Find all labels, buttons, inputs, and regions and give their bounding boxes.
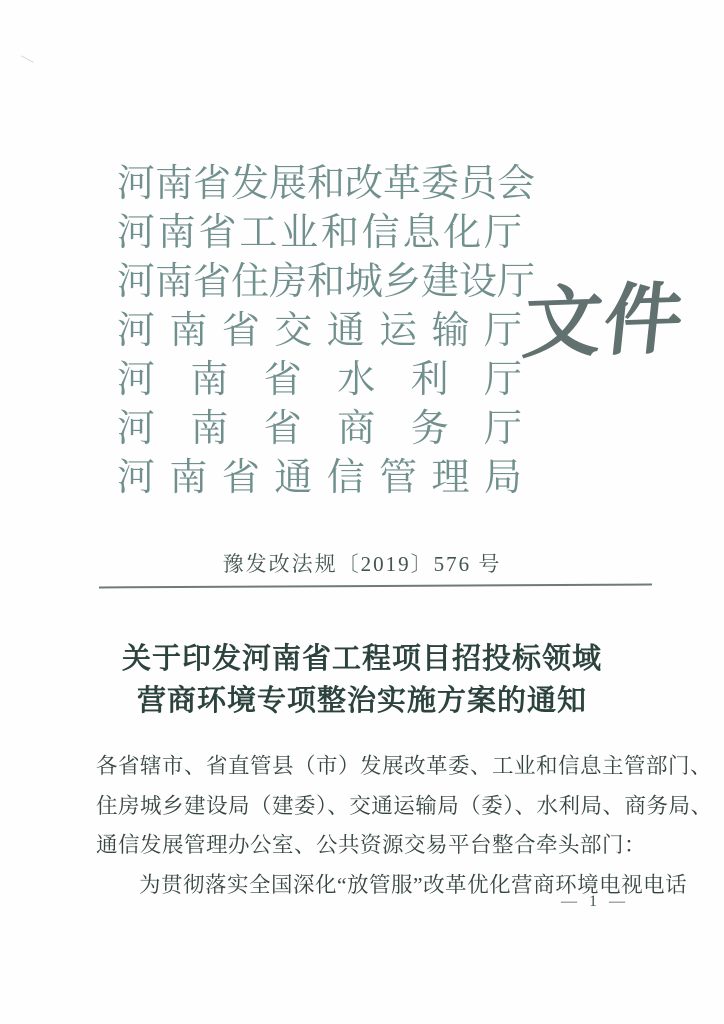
issuing-agencies-masthead bbox=[117, 160, 536, 503]
agency-name-development-reform: 河南省发展和改革委员会 bbox=[117, 163, 536, 205]
document-reference-number: 豫发改法规〔2019〕576 号 bbox=[222, 552, 502, 576]
agency-name-commerce: 河南省商务厅 bbox=[117, 408, 522, 450]
body-paragraph-line1: 为贯彻落实全国深化“放管服”改革优化营商环境电视电话 bbox=[139, 872, 688, 897]
agency-name-industry-information: 河南省工业和信息化厅 bbox=[117, 212, 522, 254]
page-number: — 1 — bbox=[561, 893, 629, 910]
agency-name-transport: 河南省交通运输厅 bbox=[117, 310, 522, 352]
body-addressee-line2: 住房城乡建设局（建委）、交通运输局（委）、水利局、商务局、 bbox=[96, 793, 713, 818]
agency-name-housing-construction: 河南省住房和城乡建设厅 bbox=[117, 261, 536, 303]
document-title-line1: 关于印发河南省工程项目招投标领域 bbox=[121, 643, 602, 675]
agency-name-water-resources: 河南省水利厅 bbox=[117, 359, 522, 401]
body-addressee-line1: 各省辖市、省直管县（市）发展改革委、工业和信息主管部门、 bbox=[96, 754, 713, 778]
masthead-divider-rule bbox=[99, 584, 652, 589]
body-addressee-line3: 通信发展管理办公室、公共资源交易平台整合牵头部门： bbox=[96, 833, 647, 857]
document-body bbox=[96, 747, 713, 905]
agency-name-communications: 河南省通信管理局 bbox=[117, 457, 522, 499]
document-title-line2: 营商环境专项整治实施方案的通知 bbox=[136, 685, 587, 717]
document-title bbox=[0, 638, 724, 722]
document-label-wenjian: 文件 bbox=[519, 275, 690, 368]
scan-artifact-mark bbox=[16, 55, 34, 71]
